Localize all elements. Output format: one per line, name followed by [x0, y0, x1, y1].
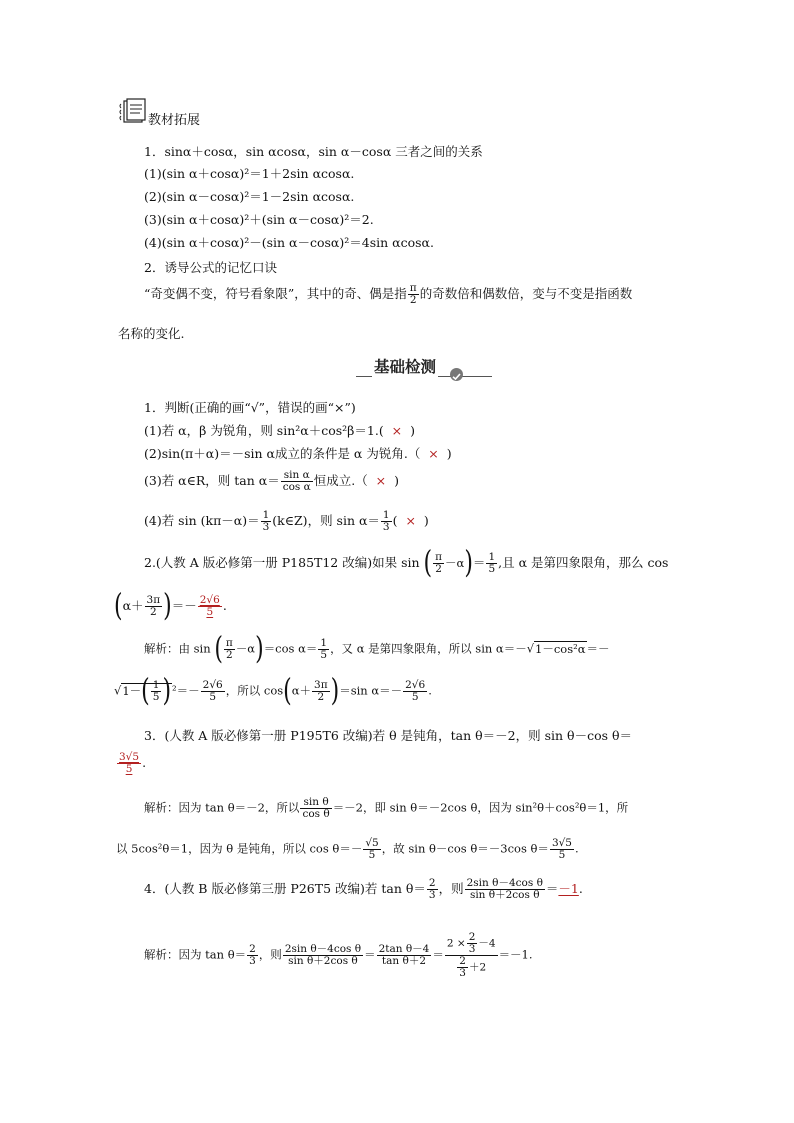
formula-1: (1)(sin α＋cosα)²＝1＋2sin αcosα.: [144, 166, 355, 181]
mnemonic-paragraph: “奇变偶不变，符号看象限”，其中的奇、偶是指 $\frac{\pi}{2}$ 的奇数倍和偶数倍，变与不变是指函数: [144, 282, 633, 307]
q2-question-cont: (α＋ $\frac{3\pi}{2}$ )＝－ $\frac{2√6}{5}$ .: [114, 588, 227, 624]
q3-question: 3．(人教 A 版必修第一册 P195T6 改编)若 θ 是钝角，tan θ＝－2，则 sin θ－cos θ＝: [144, 728, 633, 743]
q4-solution: 解析：因为 tan θ＝ $\frac{2}{3}$ ，则 $\frac{\text{2sin θ－4cos θ}}{\text{sin θ＋2cos θ}}$ ＝ $\frac{\text{2tan θ－4}}{\text{tan θ＋2}}$ ＝ 2 × $\frac{2}{3}$ －4 $\frac{2}{3}$ ＋2 ＝－1.: [144, 931, 533, 980]
check-circle-icon: [450, 368, 463, 381]
banner-title: 基础检测: [372, 355, 438, 377]
q2-answer: $\frac{2√6}{5}$: [199, 594, 220, 619]
q3-answer: $\frac{3√5}{5}$: [119, 751, 140, 776]
q1-title: 1．判断(正确的画“√”，错误的画“×”): [144, 400, 356, 415]
mnemonic-paragraph-end: 名称的变化.: [118, 326, 185, 341]
section-title: 教材拓展: [148, 113, 201, 128]
q2-solution: 解析：由 sin ( $\frac{\pi}{2}$ －α)＝cos α＝ $\frac{1}{5}$ ，又 α 是第四象限角，所以 sin α＝－√1－cos²α＝－: [144, 631, 610, 667]
formula-2: (2)(sin α－cosα)²＝1－2sin αcosα.: [144, 189, 355, 204]
formula-4: (4)(sin α＋cosα)²－(sin α－cosα)²＝4sin αcosα.: [144, 235, 434, 250]
q1-item-4: (4)若 sin (kπ－α)＝ $\frac{1}{3}$ (k∈Z)，则 sin α＝ $\frac{1}{3}$ ( × ): [144, 509, 429, 534]
q1-item-3: (3)若 α∈R，则 tan α＝ $\frac{\text{sin α}}{\text{cos α}}$ 恒成立.（ × ): [144, 469, 399, 494]
q4-question: 4．(人教 B 版必修第三册 P26T5 改编)若 tan θ＝ $\frac{2}{3}$ ，则 $\frac{\text{2sin θ－4cos θ}}{\text{sin θ＋2cos θ}}$ ＝－1.: [144, 877, 583, 902]
q2-solution-cont: √1－( $\frac{1}{5}$ )²＝－ $\frac{2√6}{5}$ ，所以 cos(α＋ $\frac{3\pi}{2}$ )＝sin α＝－ $\frac{2√6}{5}$ .: [114, 673, 432, 709]
relation-heading: 1．sinα＋cosα，sin αcosα，sin α－cosα 三者之间的关系: [144, 144, 483, 159]
section-banner: [356, 354, 492, 380]
formula-3: (3)(sin α＋cosα)²＋(sin α－cosα)²＝2.: [144, 212, 374, 227]
q3-solution-cont: 以 5cos²θ＝1，因为 θ 是钝角，所以 cos θ＝－ $\frac{√5}{5}$ ，故 sin θ－cos θ＝－3cos θ＝ $\frac{3√5}{5}$ .: [116, 837, 579, 862]
notebook-icon: [118, 98, 146, 128]
q3-solution: 解析：因为 tan θ＝－2，所以 $\frac{\text{sin θ}}{\text{cos θ}}$ ＝－2，即 sin θ＝－2cos θ，因为 sin²θ＋cos²θ＝1，所: [144, 796, 629, 821]
mnemonic-heading: 2．诱导公式的记忆口诀: [144, 260, 277, 275]
q1-item-2: (2)sin(π＋α)＝－sin α成立的条件是 α 为锐角.（ × ): [144, 446, 452, 461]
q1-item-1: (1)若 α，β 为锐角，则 sin²α＋cos²β＝1.( × ): [144, 423, 415, 438]
q2-question: 2.(人教 A 版必修第一册 P185T12 改编)如果 sin ( $\frac{\pi}{2}$ －α)＝ $\frac{1}{5}$ ,且 α 是第四象限角，那么 cos: [144, 545, 669, 581]
q4-answer: －1: [558, 881, 579, 897]
q3-answer-line: $\frac{3√5}{5}$ .: [119, 751, 147, 776]
